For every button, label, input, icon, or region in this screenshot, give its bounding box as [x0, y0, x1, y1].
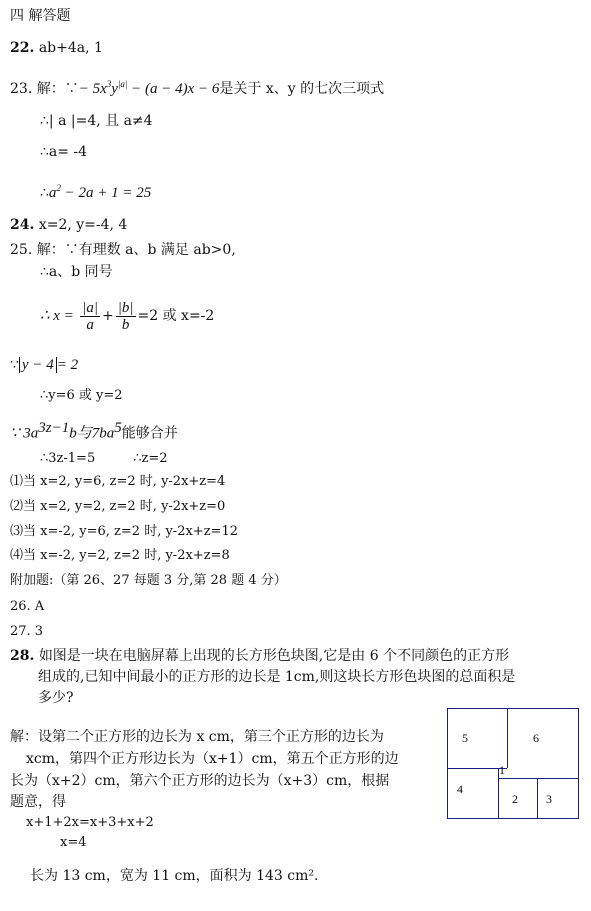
solution-line3: 长为（x+2）cm，第六个正方形的边长为（x+3）cm，根据 — [10, 773, 390, 789]
solution-line2: xcm，第四个正方形边长为（x+1）cm，第五个正方形的边 — [26, 751, 399, 767]
question-28-prompt-line1: 28. 如图是一块在电脑屏幕上出现的长方形色块图,它是由 6 个不同颜色的正方形 — [10, 648, 510, 664]
answer-text: ab+4a, 1 — [38, 40, 103, 56]
question-28-prompt-line3: 多少? — [38, 690, 74, 706]
question-25-line3: ∴ x = $\frac{|a|}{a}$ + $\frac{|b|}{b}$ =2 或 x=-2 — [40, 299, 215, 333]
square-label-3: 3 — [546, 792, 552, 806]
question-25-case4: ⑷当 x=-2, y=2, z=2 时, y-2x+z=8 — [10, 548, 230, 563]
divider-line — [507, 709, 508, 768]
intro-text: 解：∵ — [36, 81, 79, 97]
question-number: 23. — [10, 81, 33, 97]
bonus-title: 附加题:（第 26、27 每题 3 分,第 28 题 4 分） — [10, 573, 287, 588]
absolute-value: y − 4 — [19, 357, 57, 373]
answer-text: x=2, y=-4, 4 — [38, 217, 128, 233]
question-23-line4: $\therefore a^2 - 2a + 1 = 25$ — [40, 183, 152, 201]
question-number: 24. — [10, 217, 35, 233]
solution-line1: 解：设第二个正方形的边长为 x cm，第三个正方形的边长为 — [10, 729, 384, 745]
square-label-2: 2 — [512, 792, 518, 806]
square-label-1: 1 — [499, 763, 505, 777]
question-25-line1: 25. 解：∵有理数 a、b 满足 ab>0, — [10, 242, 236, 258]
square-label-5: 5 — [462, 731, 468, 745]
question-23-line3: ∴a= -4 — [40, 144, 88, 160]
question-number: 22. — [10, 40, 35, 56]
divider-line — [537, 778, 538, 819]
equation-line: x+1+2x=x+3+x+2 — [26, 815, 154, 830]
question-25-line6: ∵ $3a^{3z-1}b$与$7ba^5$能够合并 — [10, 420, 178, 442]
divider-line — [498, 778, 578, 779]
question-22 — [10, 38, 103, 58]
math-expression: − $5x^3y^{|a|} - (a - 4)x - 6$ — [78, 79, 220, 97]
final-answer: 长为 13 cm，宽为 11 cm，面积为 143 cm². — [30, 868, 319, 884]
condition-text: 是关于 x、y 的七次三项式 — [219, 81, 385, 97]
question-25-line2: ∴a、b 同号 — [40, 264, 113, 280]
question-27: 27. 3 — [10, 624, 44, 639]
equation-result: x=4 — [60, 835, 87, 850]
square-label-6: 6 — [533, 731, 539, 745]
question-23-line2: ∴| a |=4, 且 a≠4 — [40, 113, 153, 129]
question-28-prompt-line2: 组成的,已知中间最小的正方形的边长是 1cm,则这块长方形色块图的总面积是 — [38, 669, 516, 685]
question-25-line4: ∵ y − 4 = 2 — [10, 357, 79, 373]
question-26: 26. A — [10, 599, 45, 614]
question-25-case3: ⑶当 x=-2, y=6, z=2 时, y-2x+z=12 — [10, 524, 238, 539]
section-title: 四 解答题 — [10, 8, 71, 24]
question-25-line5: ∴y=6 或 y=2 — [40, 388, 123, 403]
question-25-line7: ∴3z-1=5 ∴z=2 — [40, 451, 168, 466]
fraction-b: $\frac{|b|}{b}$ — [117, 299, 134, 333]
solution-line4: 题意，得 — [10, 794, 66, 810]
square-tiling-figure — [447, 708, 579, 819]
question-number: 25. — [10, 242, 33, 258]
fraction-a: $\frac{|a|}{a}$ — [82, 299, 99, 333]
question-24 — [10, 215, 127, 235]
question-25-case2: ⑵当 x=2, y=2, z=2 时, y-2x+z=0 — [10, 499, 226, 514]
question-number: 28. — [10, 648, 35, 664]
question-23-line1 — [10, 74, 384, 99]
square-label-4: 4 — [457, 782, 463, 796]
question-25-case1: ⑴当 x=2, y=6, z=2 时, y-2x+z=4 — [10, 474, 226, 489]
